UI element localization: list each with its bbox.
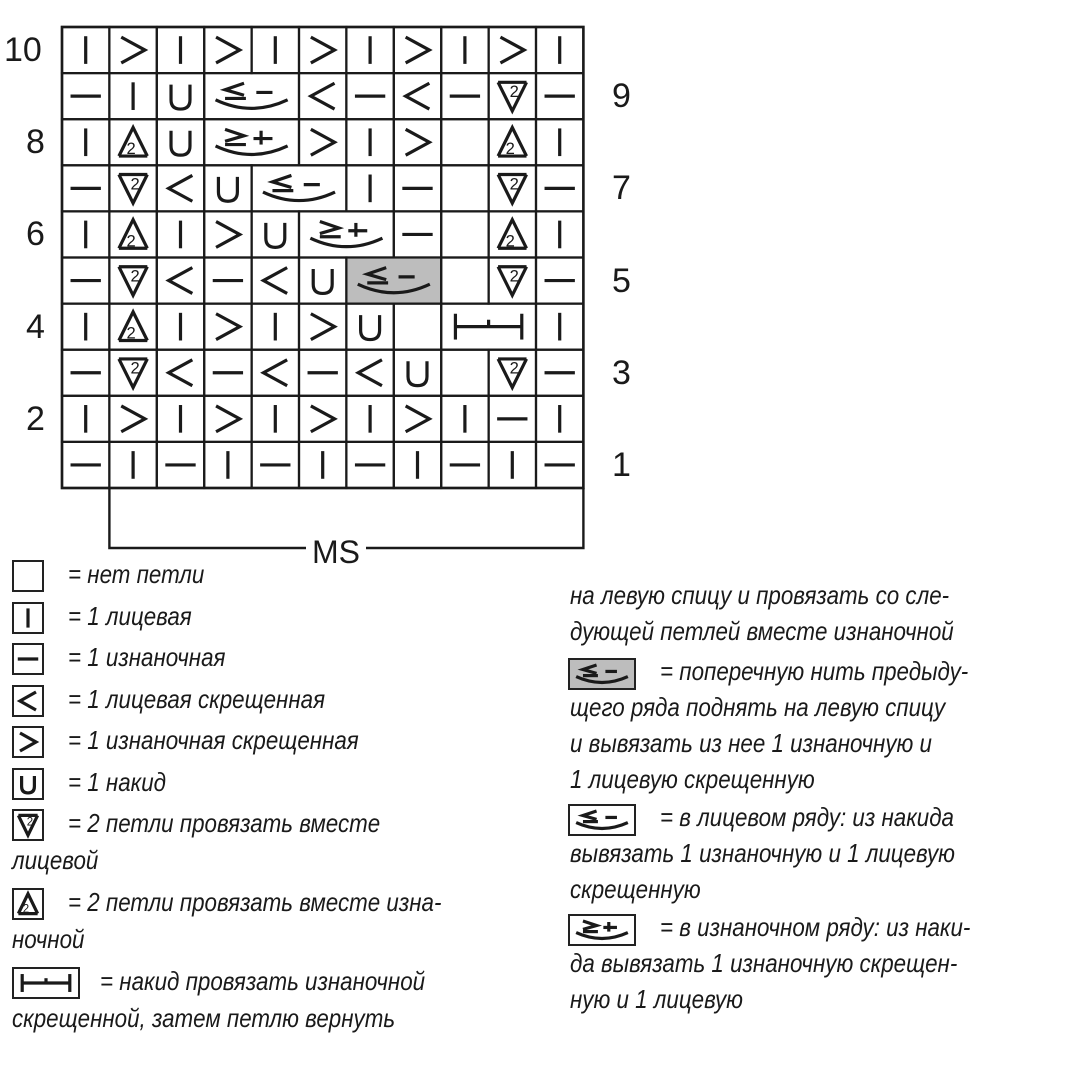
legend-symbol-no-stitch-icon <box>12 560 44 592</box>
stitch-purl <box>441 73 488 119</box>
legend-text: на левую спицу и провязать со сле- <box>570 580 950 610</box>
legend-text: = 1 изнаночная <box>68 642 226 672</box>
legend-text: = 1 лицевая <box>68 600 192 631</box>
stitch-knit <box>536 27 583 73</box>
stitch-yarn-over <box>157 119 204 165</box>
row-number-left: 6 <box>26 215 45 254</box>
legend-text: = 2 петли провязать вместе изна- <box>68 887 442 917</box>
stitch-empty <box>441 165 488 211</box>
legend-symbol-inc-strand-icon <box>568 658 636 690</box>
svg-text:2: 2 <box>130 174 140 194</box>
svg-text:2: 2 <box>509 358 519 378</box>
row-number-right: 7 <box>612 169 631 208</box>
stitch-purl-tbl <box>204 396 251 442</box>
stitch-knit-tbl <box>157 350 204 396</box>
stitch-inc-p-ktbl <box>252 165 347 211</box>
stitch-purl <box>157 442 204 488</box>
svg-text:2: 2 <box>126 139 136 159</box>
row-number-right: 9 <box>612 77 631 116</box>
stitch-knit-tbl <box>157 258 204 304</box>
stitch-purl <box>536 73 583 119</box>
stitch-empty <box>441 258 488 304</box>
legend-text: = нет петли <box>68 559 205 589</box>
svg-text:2: 2 <box>509 174 519 194</box>
svg-text:2: 2 <box>130 358 140 378</box>
stitch-knit <box>536 211 583 257</box>
stitch-purl-tbl <box>204 27 251 73</box>
legend-text: и вывязать из нее 1 изнаночную и <box>570 728 932 758</box>
row-number-left: 2 <box>26 399 45 438</box>
stitch-purl-tbl <box>299 396 346 442</box>
stitch-knit <box>62 396 109 442</box>
svg-text:2: 2 <box>505 231 515 251</box>
legend-text: ную и 1 лицевую <box>570 984 744 1014</box>
stitch-purl-tbl <box>299 119 346 165</box>
stitch-knit <box>346 119 393 165</box>
svg-text:2: 2 <box>130 266 140 286</box>
legend-text: дующей петлей вместе изнаночной <box>570 616 954 646</box>
stitch-knit-tbl <box>157 165 204 211</box>
stitch-k2tog <box>489 165 536 211</box>
stitch-purl <box>394 165 441 211</box>
legend-text: = в изнаночном ряду: из наки- <box>660 912 971 942</box>
stitch-inc-ptbl-k <box>204 119 299 165</box>
stitch-purl-tbl <box>489 27 536 73</box>
stitch-purl-tbl <box>109 396 156 442</box>
stitch-knit <box>536 119 583 165</box>
legend-text: = 2 петли провязать вместе <box>68 808 381 838</box>
stitch-k2tog <box>109 165 156 211</box>
stitch-knit <box>346 165 393 211</box>
svg-text:2: 2 <box>505 139 515 159</box>
stitch-knit <box>536 304 583 350</box>
legend-text: лицевой <box>12 845 99 875</box>
stitch-yarn-over <box>157 73 204 119</box>
stitch-purl <box>346 73 393 119</box>
legend-text: = 1 лицевая скрещенная <box>68 683 326 714</box>
stitch-purl-tbl <box>299 304 346 350</box>
stitch-p2tog <box>109 119 156 165</box>
stitch-purl <box>62 73 109 119</box>
stitch-purl <box>536 442 583 488</box>
stitch-knit <box>62 119 109 165</box>
legend-symbol-purl-tbl-icon <box>12 726 44 758</box>
stitch-purl <box>489 396 536 442</box>
legend-symbol-k2tog-icon <box>12 809 44 841</box>
legend-symbol-purl-icon <box>12 643 44 675</box>
stitch-p2tog <box>489 211 536 257</box>
stitch-inc-strand <box>346 258 441 304</box>
stitch-knit-tbl <box>394 73 441 119</box>
legend-symbol-inc-ptbl-k-icon <box>568 914 636 946</box>
stitch-knit <box>157 304 204 350</box>
stitch-knit <box>299 442 346 488</box>
svg-text:2: 2 <box>22 903 30 916</box>
stitch-knit <box>346 27 393 73</box>
legend-symbol-knit-tbl-icon <box>12 685 44 717</box>
stitch-purl <box>62 165 109 211</box>
stitch-yarn-over <box>299 258 346 304</box>
stitch-p2tog <box>489 119 536 165</box>
stitch-purl <box>62 258 109 304</box>
stitch-empty <box>441 350 488 396</box>
legend-text: скрещенную <box>570 874 701 904</box>
stitch-purl <box>536 165 583 211</box>
stitch-knit <box>62 27 109 73</box>
legend-symbol-knit-icon <box>12 602 44 634</box>
stitch-knit <box>109 73 156 119</box>
stitch-purl <box>536 350 583 396</box>
stitch-knit <box>157 211 204 257</box>
stitch-knit <box>252 396 299 442</box>
stitch-knit <box>536 396 583 442</box>
stitch-purl-tbl <box>299 27 346 73</box>
svg-text:2: 2 <box>26 816 34 829</box>
legend-text: = 1 накид <box>68 766 167 797</box>
stitch-k2tog <box>489 350 536 396</box>
legend-symbol-yo-ptbl-icon <box>12 967 80 999</box>
stitch-knit <box>252 27 299 73</box>
row-number-left: 10 <box>4 31 42 70</box>
stitch-knit <box>394 442 441 488</box>
legend-text: = поперечную нить предыду- <box>660 656 969 686</box>
legend-text: = накид провязать изнаночной <box>100 966 426 996</box>
stitch-empty <box>394 304 441 350</box>
legend-symbol-p2tog-icon <box>12 888 44 920</box>
stitch-knit-tbl <box>252 258 299 304</box>
stitch-purl-tbl <box>109 27 156 73</box>
stitch-knit-tbl <box>252 350 299 396</box>
stitch-knit <box>489 442 536 488</box>
stitch-knit-tbl <box>299 73 346 119</box>
stitch-knit <box>441 27 488 73</box>
legend-symbol-inc-p-ktbl-icon <box>568 804 636 836</box>
legend-symbol-yarn-over-icon <box>12 768 44 800</box>
stitch-yo-ptbl <box>441 304 536 350</box>
row-number-right: 1 <box>612 445 631 484</box>
legend-text: = 1 изнаночная скрещенная <box>68 725 359 755</box>
row-number-right: 5 <box>612 261 631 300</box>
stitch-knit <box>252 304 299 350</box>
stitch-purl <box>62 442 109 488</box>
stitch-purl <box>204 258 251 304</box>
stitch-knit <box>62 304 109 350</box>
legend-text: вывязать 1 изнаночную и 1 лицевую <box>570 838 955 868</box>
stitch-purl-tbl <box>204 304 251 350</box>
stitch-k2tog <box>109 350 156 396</box>
legend-text: щего ряда поднять на левую спицу <box>570 692 946 722</box>
stitch-knit <box>109 442 156 488</box>
stitch-empty <box>441 211 488 257</box>
svg-text:2: 2 <box>126 231 136 251</box>
row-number-left: 4 <box>26 307 45 346</box>
row-number-left: 8 <box>26 123 45 162</box>
stitch-p2tog <box>109 304 156 350</box>
stitch-knit <box>157 396 204 442</box>
stitch-knit <box>441 396 488 442</box>
stitch-inc-ptbl-k <box>299 211 394 257</box>
svg-text:2: 2 <box>509 266 519 286</box>
stitch-purl <box>204 350 251 396</box>
stitch-purl-tbl <box>394 27 441 73</box>
stitch-yarn-over <box>394 350 441 396</box>
stitch-k2tog <box>109 258 156 304</box>
stitch-knit-tbl <box>346 350 393 396</box>
stitch-purl <box>62 350 109 396</box>
stitch-empty <box>441 119 488 165</box>
stitch-knit <box>62 211 109 257</box>
stitch-purl <box>441 442 488 488</box>
stitch-purl-tbl <box>394 396 441 442</box>
stitch-purl <box>346 442 393 488</box>
svg-text:2: 2 <box>126 323 136 343</box>
stitch-yarn-over <box>252 211 299 257</box>
stitch-k2tog <box>489 258 536 304</box>
stitch-p2tog <box>109 211 156 257</box>
legend-text: = в лицевом ряду: из накида <box>660 802 954 832</box>
stitch-k2tog <box>489 73 536 119</box>
svg-text:2: 2 <box>509 82 519 102</box>
stitch-inc-p-ktbl <box>204 73 299 119</box>
stitch-purl-tbl <box>204 211 251 257</box>
stitch-purl <box>252 442 299 488</box>
legend-text: 1 лицевую скрещенную <box>570 764 815 794</box>
legend-text: ночной <box>12 924 85 954</box>
stitch-purl <box>394 211 441 257</box>
legend-text: скрещенной, затем петлю вернуть <box>12 1003 396 1033</box>
stitch-purl <box>536 258 583 304</box>
row-number-right: 3 <box>612 353 631 392</box>
repeat-label: MS <box>306 536 366 568</box>
legend-text: да вывязать 1 изнаночную скрещен- <box>570 948 958 978</box>
stitch-purl <box>299 350 346 396</box>
stitch-knit <box>157 27 204 73</box>
stitch-knit <box>204 442 251 488</box>
stitch-purl-tbl <box>394 119 441 165</box>
stitch-yarn-over <box>204 165 251 211</box>
stitch-yarn-over <box>346 304 393 350</box>
stitch-knit <box>346 396 393 442</box>
